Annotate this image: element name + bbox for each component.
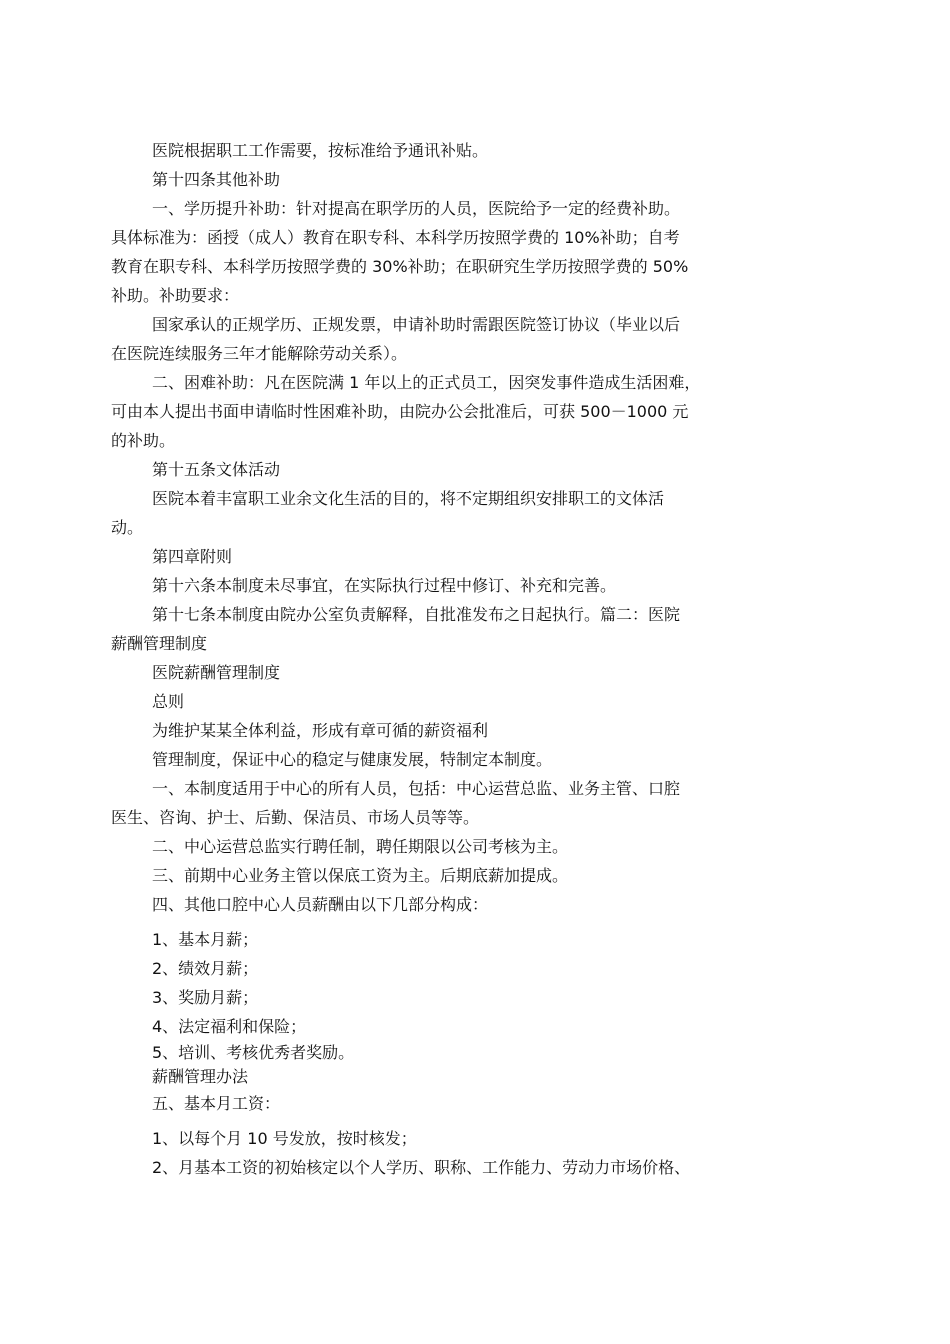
document-title: 医院薪酬管理制度 [152, 663, 281, 682]
paragraph-line: 五、基本月工资： [152, 1094, 281, 1113]
list-item: 1、以每个月 10 号发放，按时核发； [152, 1129, 417, 1148]
paragraph-line: 医院本着丰富职工业余文化生活的目的，将不定期组织安排职工的文体活 [152, 489, 665, 508]
list-item: 5、培训、考核优秀者奖励。 [152, 1043, 355, 1062]
paragraph-line: 四、其他口腔中心人员薪酬由以下几部分构成： [152, 895, 489, 914]
paragraph-line: 第十七条本制度由院办公室负责解释，自批准发布之日起执行。篇二：医院 [152, 605, 681, 624]
paragraph-line: 为维护某某全体利益，形成有章可循的薪资福利 [152, 721, 489, 740]
section-heading: 薪酬管理办法 [152, 1067, 249, 1086]
paragraph-line: 具体标准为：函授（成人）教育在职专科、本科学历按照学费的 10%补助；自考 [111, 228, 680, 247]
list-item: 2、绩效月薪； [152, 959, 259, 978]
paragraph-line: 二、中心运营总监实行聘任制，聘任期限以公司考核为主。 [152, 837, 569, 856]
list-item: 4、法定福利和保险； [152, 1017, 307, 1036]
paragraph-line: 可由本人提出书面申请临时性困难补助，由院办公会批准后，可获 500－1000 元 [111, 402, 689, 421]
paragraph-line: 国家承认的正规学历、正规发票，申请补助时需跟医院签订协议（毕业以后 [152, 315, 681, 334]
section-heading: 第十四条其他补助 [152, 170, 281, 189]
paragraph-line: 第十六条本制度未尽事宜，在实际执行过程中修订、补充和完善。 [152, 576, 617, 595]
chapter-heading: 第四章附则 [152, 547, 233, 566]
paragraph-line: 二、困难补助：凡在医院满 1 年以上的正式员工，因突发事件造成生活困难， [152, 373, 701, 392]
paragraph-line: 在医院连续服务三年才能解除劳动关系）。 [111, 344, 408, 363]
paragraph-line: 动。 [111, 518, 144, 537]
section-heading: 总则 [152, 692, 185, 711]
paragraph-line: 的补助。 [111, 431, 176, 450]
document-body [111, 136, 761, 1182]
section-heading: 第十五条文体活动 [152, 460, 281, 479]
paragraph-line: 薪酬管理制度 [111, 634, 208, 653]
paragraph-line: 医院根据职工工作需要，按标准给予通讯补贴。 [152, 141, 489, 160]
paragraph-line: 管理制度，保证中心的稳定与健康发展，特制定本制度。 [152, 750, 553, 769]
paragraph-line: 医生、咨询、护士、后勤、保洁员、市场人员等等。 [111, 808, 480, 827]
list-item: 2、月基本工资的初始核定以个人学历、职称、工作能力、劳动力市场价格、 [152, 1158, 691, 1177]
paragraph-line: 教育在职专科、本科学历按照学费的 30%补助；在职研究生学历按照学费的 50% [111, 257, 689, 276]
paragraph-line: 补助。补助要求： [111, 286, 240, 305]
paragraph-line: 三、前期中心业务主管以保底工资为主。后期底薪加提成。 [152, 866, 569, 885]
list-item: 1、基本月薪； [152, 930, 259, 949]
paragraph-line: 一、学历提升补助：针对提高在职学历的人员，医院给予一定的经费补助。 [152, 199, 681, 218]
paragraph-line: 一、本制度适用于中心的所有人员，包括：中心运营总监、业务主管、口腔 [152, 779, 681, 798]
list-item: 3、奖励月薪； [152, 988, 259, 1007]
